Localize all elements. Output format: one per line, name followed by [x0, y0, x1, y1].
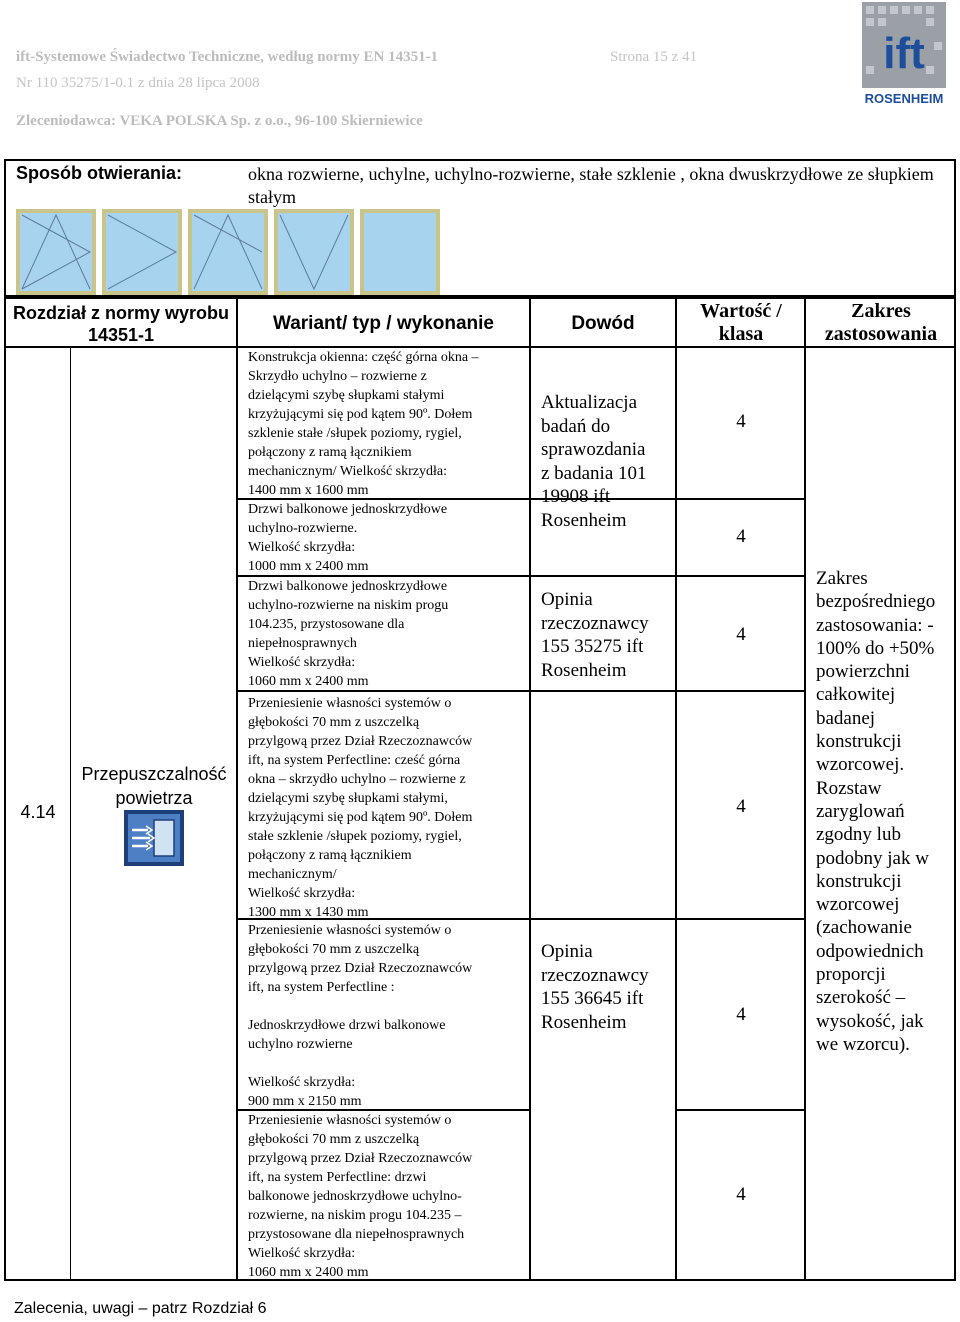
scope-divider — [806, 346, 956, 348]
header-proof: Dowód — [571, 313, 635, 334]
client-line: Zleceniodawca: VEKA POLSKA Sp. z o.o., 96-100 Skierniewice — [16, 113, 423, 129]
table-border-top — [4, 297, 956, 299]
header-scope: Zakres zastosowania — [824, 300, 938, 345]
header-section: Rozdział z normy wyrobu 14351-1 — [12, 303, 230, 345]
value-2: 4 — [736, 526, 746, 547]
proof-2: Opinia rzeczoznawcy 155 35275 ift Rosenheim — [541, 589, 649, 681]
scope-text: Zakres bezpośredniego zastosowania: - 100% do +50% powierzchni całkowitej badanej konstrukcji wzorcowej. Rozstaw zaryglowań zgodny lub podobny jak w konstrukcji wzorcowej (zachowanie odpowiednich proporcji szerokość – wysokość, jak we wzorcu). — [816, 568, 936, 1055]
value-6: 4 — [736, 1184, 746, 1205]
property-name: Przepuszczalność powietrza — [81, 764, 227, 808]
table-border-left — [4, 297, 6, 1281]
page-number: Strona 15 z 41 — [610, 49, 698, 65]
section-number: 4.14 — [20, 802, 56, 822]
col-divider-5 — [804, 297, 806, 1281]
col-divider-4 — [675, 297, 677, 1281]
variant-5: Przeniesienie własności systemów o głębokości 70 mm z uszczelką przylgową przez Dział Rzeczoznawców ift, na system Perfectline : Jednoskrzydłowe drzwi balkonowe uchylno rozwierne Wielkość skrzydła: 900 mm x 2150 mm — [248, 923, 473, 1109]
col-divider-1 — [70, 348, 71, 1281]
header-value: Wartość / klasa — [700, 300, 782, 345]
footer-note: Zalecenia, uwagi – patrz Rozdział 6 — [14, 1300, 267, 1317]
header-variant: Wariant/ typ / wykonanie — [272, 313, 494, 334]
variant-6: Przeniesienie własności systemów o głębokości 70 mm z uszczelką przylgową przez Dział Rzeczoznawców ift, na system Perfectline: drzwi balkonowe jednoskrzydłowe uchylno- rozwierne, na niskim progu 104.235 – przystosowane dla niepełnosprawnych Wielkość skrzydła: 1060 mm x 2400 mm — [248, 1113, 473, 1280]
value-4: 4 — [736, 796, 746, 817]
variant-1: Konstrukcja okienna: część górna okna – Skrzydło uchylno – rozwierne z dzielącymi szybę słupkami stałymi krzyżującymi się pod kątem 90º. Dołem szklenie stałe /słupek poziomy, rygiel, połączony z ramą łącznikiem mechanicznym/ Wielkość skrzydła: 1400 mm x 1600 mm — [248, 350, 479, 498]
variant-2: Drzwi balkonowe jednoskrzydłowe uchylno-rozwierne. Wielkość skrzydła: 1000 mm x 2400 mm — [248, 502, 448, 574]
opening-types-text: okna rozwierne, uchylne, uchylno-rozwierne, stałe szklenie , okna dwuskrzydłowe ze słupkiem stałym — [248, 164, 934, 207]
document-title: ift-Systemowe Świadectwo Techniczne, według normy EN 14351-1 — [16, 49, 439, 65]
opening-types-label: Sposób otwierania: — [16, 163, 183, 183]
proof-3: Opinia rzeczoznawcy 155 36645 ift Rosenheim — [541, 941, 649, 1033]
document-number: Nr 110 35275/1-0.1 z dnia 28 lipca 2008 — [16, 75, 260, 91]
window-turn-icon — [102, 209, 182, 295]
row-divider-5b — [676, 1109, 806, 1111]
row-divider-2b — [676, 575, 806, 577]
window-fixed-icon — [360, 209, 440, 295]
col-divider-2 — [236, 297, 238, 1281]
value-3: 4 — [736, 624, 746, 645]
svg-text:ROSENHEIM: ROSENHEIM — [864, 91, 944, 106]
air-permeability-icon — [124, 810, 184, 866]
svg-text:ift: ift — [883, 29, 925, 78]
value-5: 4 — [736, 1004, 746, 1025]
value-1: 4 — [736, 411, 746, 432]
window-tilt-turn-icon — [188, 209, 268, 295]
window-tilt-turn-icon — [16, 209, 96, 295]
col-divider-3 — [529, 297, 531, 1281]
ift-logo — [862, 2, 946, 106]
variant-4: Przeniesienie własności systemów o głębokości 70 mm z uszczelką przylgową przez Dział Rzeczoznawców ift, na system Perfectline: cześć górna okna – skrzydło uchylno – rozwierne z dzielącymi szybę słupkami stałymi, krzyżującymi się pod kątem 90º. Dołem stałe szklenie /słupek poziomy, rygiel, połączony z ramą łącznikiem mechanicznym/ Wielkość skrzydła: 1300 mm x 1430 mm — [248, 696, 473, 920]
proof-1: Aktualizacja badań do sprawozdania z badania 101 19908 ift Rosenheim — [541, 392, 647, 531]
window-tilt-icon — [274, 209, 354, 295]
table-border-right — [954, 297, 956, 1281]
variant-3: Drzwi balkonowe jednoskrzydłowe uchylno-rozwierne na niskim progu 104.235, przystosowane dla niepełnosprawnych Wielkość skrzydła: 1060 mm x 2400 mm — [248, 579, 449, 689]
